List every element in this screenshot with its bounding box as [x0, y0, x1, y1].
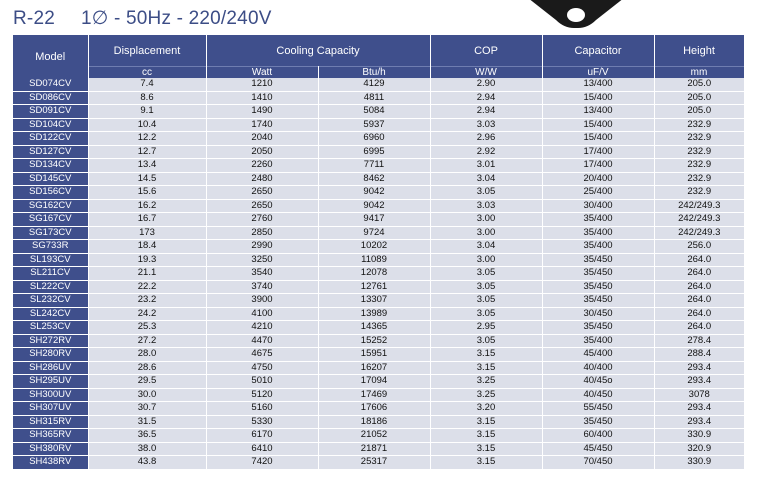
displacement-cell: 22.2	[88, 280, 206, 294]
table-row	[13, 172, 744, 186]
capacitor-cell: 70/450	[542, 456, 654, 470]
btu-cell: 13989	[318, 307, 430, 321]
height-cell: 242/249.3	[654, 213, 744, 227]
watt-cell: 1490	[206, 105, 318, 119]
height-cell: 242/249.3	[654, 199, 744, 213]
height-cell: 242/249.3	[654, 226, 744, 240]
watt-cell: 2650	[206, 199, 318, 213]
displacement-cell: 31.5	[88, 415, 206, 429]
model-cell: SD145CV	[13, 172, 88, 186]
height-cell: 264.0	[654, 294, 744, 308]
cop-cell: 3.00	[430, 213, 542, 227]
btu-cell: 9042	[318, 186, 430, 200]
displacement-cell: 28.6	[88, 361, 206, 375]
btu-cell: 6960	[318, 132, 430, 146]
model-cell: SG733R	[13, 240, 88, 254]
btu-cell: 15252	[318, 334, 430, 348]
btu-cell: 4811	[318, 91, 430, 105]
btu-cell: 25317	[318, 456, 430, 470]
capacitor-cell: 35/400	[542, 334, 654, 348]
cop-cell: 3.15	[430, 415, 542, 429]
table-row	[13, 456, 744, 470]
capacitor-cell: 20/400	[542, 172, 654, 186]
watt-cell: 5160	[206, 402, 318, 416]
watt-cell: 2850	[206, 226, 318, 240]
btu-cell: 13307	[318, 294, 430, 308]
displacement-cell: 173	[88, 226, 206, 240]
cop-cell: 3.25	[430, 375, 542, 389]
height-cell: 293.4	[654, 361, 744, 375]
capacitor-cell: 40/450	[542, 388, 654, 402]
capacitor-cell: 55/450	[542, 402, 654, 416]
btu-cell: 5937	[318, 118, 430, 132]
btu-cell: 12078	[318, 267, 430, 281]
watt-cell: 4100	[206, 307, 318, 321]
watt-cell: 1210	[206, 78, 318, 91]
cop-cell: 2.96	[430, 132, 542, 146]
btu-cell: 9042	[318, 199, 430, 213]
cop-cell: 3.05	[430, 280, 542, 294]
height-cell: 205.0	[654, 91, 744, 105]
cop-cell: 3.01	[430, 159, 542, 173]
capacitor-cell: 35/450	[542, 267, 654, 281]
displacement-cell: 27.2	[88, 334, 206, 348]
table-row	[13, 118, 744, 132]
displacement-cell: 19.3	[88, 253, 206, 267]
watt-cell: 3900	[206, 294, 318, 308]
header-height: Height	[654, 35, 744, 67]
table-row	[13, 186, 744, 200]
model-cell: SL211CV	[13, 267, 88, 281]
watt-cell: 5010	[206, 375, 318, 389]
btu-cell: 15951	[318, 348, 430, 362]
displacement-cell: 29.5	[88, 375, 206, 389]
table-row	[13, 213, 744, 227]
cop-cell: 3.15	[430, 361, 542, 375]
capacitor-cell: 45/400	[542, 348, 654, 362]
capacitor-cell: 35/450	[542, 253, 654, 267]
model-cell: SL222CV	[13, 280, 88, 294]
height-cell: 330.9	[654, 429, 744, 443]
electrical-spec-label: 1∅ - 50Hz - 220/240V	[80, 8, 272, 29]
displacement-cell: 9.1	[88, 105, 206, 119]
watt-cell: 4210	[206, 321, 318, 335]
table-row	[13, 253, 744, 267]
cop-cell: 2.92	[430, 145, 542, 159]
cop-cell: 2.94	[430, 105, 542, 119]
displacement-cell: 12.2	[88, 132, 206, 146]
cop-cell: 3.04	[430, 172, 542, 186]
table-row	[13, 267, 744, 281]
capacitor-cell: 40/45o	[542, 375, 654, 389]
height-cell: 232.9	[654, 132, 744, 146]
watt-cell: 4470	[206, 334, 318, 348]
displacement-cell: 7.4	[88, 78, 206, 91]
header-capacitor: Capacitor	[542, 35, 654, 67]
model-cell: SD074CV	[13, 78, 88, 91]
watt-cell: 5120	[206, 388, 318, 402]
page-title	[13, 7, 272, 30]
cop-cell: 2.95	[430, 321, 542, 335]
capacitor-cell: 25/400	[542, 186, 654, 200]
watt-cell: 3740	[206, 280, 318, 294]
capacitor-cell: 35/400	[542, 240, 654, 254]
cop-cell: 3.05	[430, 267, 542, 281]
table-row	[13, 91, 744, 105]
model-cell: SD104CV	[13, 118, 88, 132]
watt-cell: 4675	[206, 348, 318, 362]
watt-cell: 2050	[206, 145, 318, 159]
watt-cell: 6170	[206, 429, 318, 443]
watt-cell: 1740	[206, 118, 318, 132]
displacement-cell: 18.4	[88, 240, 206, 254]
watt-cell: 2760	[206, 213, 318, 227]
model-cell: SL193CV	[13, 253, 88, 267]
unit-watt: Watt	[206, 67, 318, 79]
table-row	[13, 402, 744, 416]
btu-cell: 17469	[318, 388, 430, 402]
table-row	[13, 442, 744, 456]
displacement-cell: 28.0	[88, 348, 206, 362]
height-cell: 264.0	[654, 307, 744, 321]
table-row	[13, 280, 744, 294]
btu-cell: 5084	[318, 105, 430, 119]
cop-cell: 3.15	[430, 429, 542, 443]
table-row	[13, 361, 744, 375]
displacement-cell: 16.7	[88, 213, 206, 227]
table-row	[13, 321, 744, 335]
cop-cell: 3.00	[430, 253, 542, 267]
watt-cell: 7420	[206, 456, 318, 470]
unit-capacitor: uF/V	[542, 67, 654, 79]
btu-cell: 12761	[318, 280, 430, 294]
capacitor-cell: 35/450	[542, 321, 654, 335]
model-cell: SH438RV	[13, 456, 88, 470]
capacitor-cell: 40/400	[542, 361, 654, 375]
btu-cell: 21052	[318, 429, 430, 443]
table-row	[13, 388, 744, 402]
model-cell: SH315RV	[13, 415, 88, 429]
model-cell: SD122CV	[13, 132, 88, 146]
table-row	[13, 429, 744, 443]
watt-cell: 2650	[206, 186, 318, 200]
displacement-cell: 12.7	[88, 145, 206, 159]
btu-cell: 14365	[318, 321, 430, 335]
btu-cell: 8462	[318, 172, 430, 186]
displacement-cell: 30.7	[88, 402, 206, 416]
cop-cell: 3.00	[430, 226, 542, 240]
header-displacement: Displacement	[88, 35, 206, 67]
displacement-cell: 16.2	[88, 199, 206, 213]
capacitor-cell: 15/400	[542, 132, 654, 146]
height-cell: 232.9	[654, 172, 744, 186]
displacement-cell: 14.5	[88, 172, 206, 186]
capacitor-cell: 30/450	[542, 307, 654, 321]
table-row	[13, 199, 744, 213]
compressor-spec-table	[13, 35, 745, 470]
cop-cell: 3.20	[430, 402, 542, 416]
height-cell: 232.9	[654, 145, 744, 159]
watt-cell: 3540	[206, 267, 318, 281]
model-cell: SD134CV	[13, 159, 88, 173]
displacement-cell: 13.4	[88, 159, 206, 173]
displacement-cell: 38.0	[88, 442, 206, 456]
cop-cell: 3.15	[430, 348, 542, 362]
unit-cop: W/W	[430, 67, 542, 79]
btu-cell: 11089	[318, 253, 430, 267]
capacitor-cell: 13/400	[542, 78, 654, 91]
watt-cell: 4750	[206, 361, 318, 375]
unit-height: mm	[654, 67, 744, 79]
capacitor-cell: 15/400	[542, 91, 654, 105]
displacement-cell: 24.2	[88, 307, 206, 321]
displacement-cell: 25.3	[88, 321, 206, 335]
height-cell: 293.4	[654, 415, 744, 429]
cop-cell: 3.03	[430, 199, 542, 213]
model-cell: SH286UV	[13, 361, 88, 375]
watt-cell: 5330	[206, 415, 318, 429]
watt-cell: 1410	[206, 91, 318, 105]
btu-cell: 9417	[318, 213, 430, 227]
model-cell: SH380RV	[13, 442, 88, 456]
height-cell: 3078	[654, 388, 744, 402]
capacitor-cell: 15/400	[542, 118, 654, 132]
btu-cell: 4129	[318, 78, 430, 91]
cop-cell: 3.25	[430, 388, 542, 402]
model-cell: SD127CV	[13, 145, 88, 159]
btu-cell: 7711	[318, 159, 430, 173]
watt-cell: 6410	[206, 442, 318, 456]
height-cell: 232.9	[654, 186, 744, 200]
displacement-cell: 43.8	[88, 456, 206, 470]
capacitor-cell: 60/400	[542, 429, 654, 443]
height-cell: 264.0	[654, 267, 744, 281]
displacement-cell: 23.2	[88, 294, 206, 308]
header-cooling-capacity: Cooling Capacity	[206, 35, 430, 67]
header-cop: COP	[430, 35, 542, 67]
displacement-cell: 36.5	[88, 429, 206, 443]
btu-cell: 10202	[318, 240, 430, 254]
height-cell: 278.4	[654, 334, 744, 348]
cop-cell: 3.04	[430, 240, 542, 254]
unit-displacement: cc	[88, 67, 206, 79]
cop-cell: 2.90	[430, 78, 542, 91]
capacitor-cell: 45/450	[542, 442, 654, 456]
capacitor-cell: 35/450	[542, 294, 654, 308]
cop-cell: 3.05	[430, 186, 542, 200]
btu-cell: 17606	[318, 402, 430, 416]
cop-cell: 3.03	[430, 118, 542, 132]
table-row	[13, 334, 744, 348]
model-cell: SD086CV	[13, 91, 88, 105]
table-body	[13, 78, 744, 469]
capacitor-cell: 17/400	[542, 159, 654, 173]
capacitor-cell: 17/400	[542, 145, 654, 159]
refrigerant-label: R-22	[13, 8, 55, 29]
model-cell: SL253CV	[13, 321, 88, 335]
btu-cell: 9724	[318, 226, 430, 240]
table-row	[13, 307, 744, 321]
watt-cell: 2260	[206, 159, 318, 173]
capacitor-cell: 35/450	[542, 415, 654, 429]
height-cell: 264.0	[654, 253, 744, 267]
cop-cell: 3.05	[430, 334, 542, 348]
table-row	[13, 132, 744, 146]
table-row	[13, 105, 744, 119]
table-row	[13, 240, 744, 254]
table-row	[13, 78, 744, 91]
displacement-cell: 8.6	[88, 91, 206, 105]
capacitor-cell: 35/450	[542, 280, 654, 294]
model-cell: SG167CV	[13, 213, 88, 227]
btu-cell: 6995	[318, 145, 430, 159]
watt-cell: 3250	[206, 253, 318, 267]
cop-cell: 3.05	[430, 307, 542, 321]
model-cell: SD091CV	[13, 105, 88, 119]
watt-cell: 2990	[206, 240, 318, 254]
table-row	[13, 159, 744, 173]
model-cell: SH307UV	[13, 402, 88, 416]
btu-cell: 18186	[318, 415, 430, 429]
height-cell: 256.0	[654, 240, 744, 254]
height-cell: 330.9	[654, 456, 744, 470]
model-cell: SH280RV	[13, 348, 88, 362]
displacement-cell: 10.4	[88, 118, 206, 132]
displacement-cell: 15.6	[88, 186, 206, 200]
model-cell: SG173CV	[13, 226, 88, 240]
cop-cell: 3.15	[430, 442, 542, 456]
cop-cell: 3.15	[430, 456, 542, 470]
model-cell: SH365RV	[13, 429, 88, 443]
capacitor-cell: 35/400	[542, 226, 654, 240]
table-row	[13, 375, 744, 389]
height-cell: 293.4	[654, 375, 744, 389]
height-cell: 232.9	[654, 118, 744, 132]
watt-cell: 2040	[206, 132, 318, 146]
watt-cell: 2480	[206, 172, 318, 186]
model-cell: SL232CV	[13, 294, 88, 308]
table-row	[13, 415, 744, 429]
height-cell: 288.4	[654, 348, 744, 362]
compressor-bracket-graphic	[528, 0, 624, 28]
model-cell: SL242CV	[13, 307, 88, 321]
capacitor-cell: 30/400	[542, 199, 654, 213]
btu-cell: 16207	[318, 361, 430, 375]
height-cell: 293.4	[654, 402, 744, 416]
capacitor-cell: 35/400	[542, 213, 654, 227]
table-row	[13, 294, 744, 308]
cop-cell: 2.94	[430, 91, 542, 105]
displacement-cell: 21.1	[88, 267, 206, 281]
model-cell: SH295UV	[13, 375, 88, 389]
model-cell: SH272RV	[13, 334, 88, 348]
height-cell: 205.0	[654, 105, 744, 119]
table-row	[13, 226, 744, 240]
header-model: Model	[13, 35, 88, 78]
btu-cell: 21871	[318, 442, 430, 456]
cop-cell: 3.05	[430, 294, 542, 308]
model-cell: SG162CV	[13, 199, 88, 213]
height-cell: 264.0	[654, 280, 744, 294]
capacitor-cell: 13/400	[542, 105, 654, 119]
displacement-cell: 30.0	[88, 388, 206, 402]
model-cell: SD156CV	[13, 186, 88, 200]
height-cell: 320.9	[654, 442, 744, 456]
table-row	[13, 145, 744, 159]
height-cell: 264.0	[654, 321, 744, 335]
table-row	[13, 348, 744, 362]
unit-btu: Btu/h	[318, 67, 430, 79]
height-cell: 205.0	[654, 78, 744, 91]
height-cell: 232.9	[654, 159, 744, 173]
btu-cell: 17094	[318, 375, 430, 389]
model-cell: SH300UV	[13, 388, 88, 402]
